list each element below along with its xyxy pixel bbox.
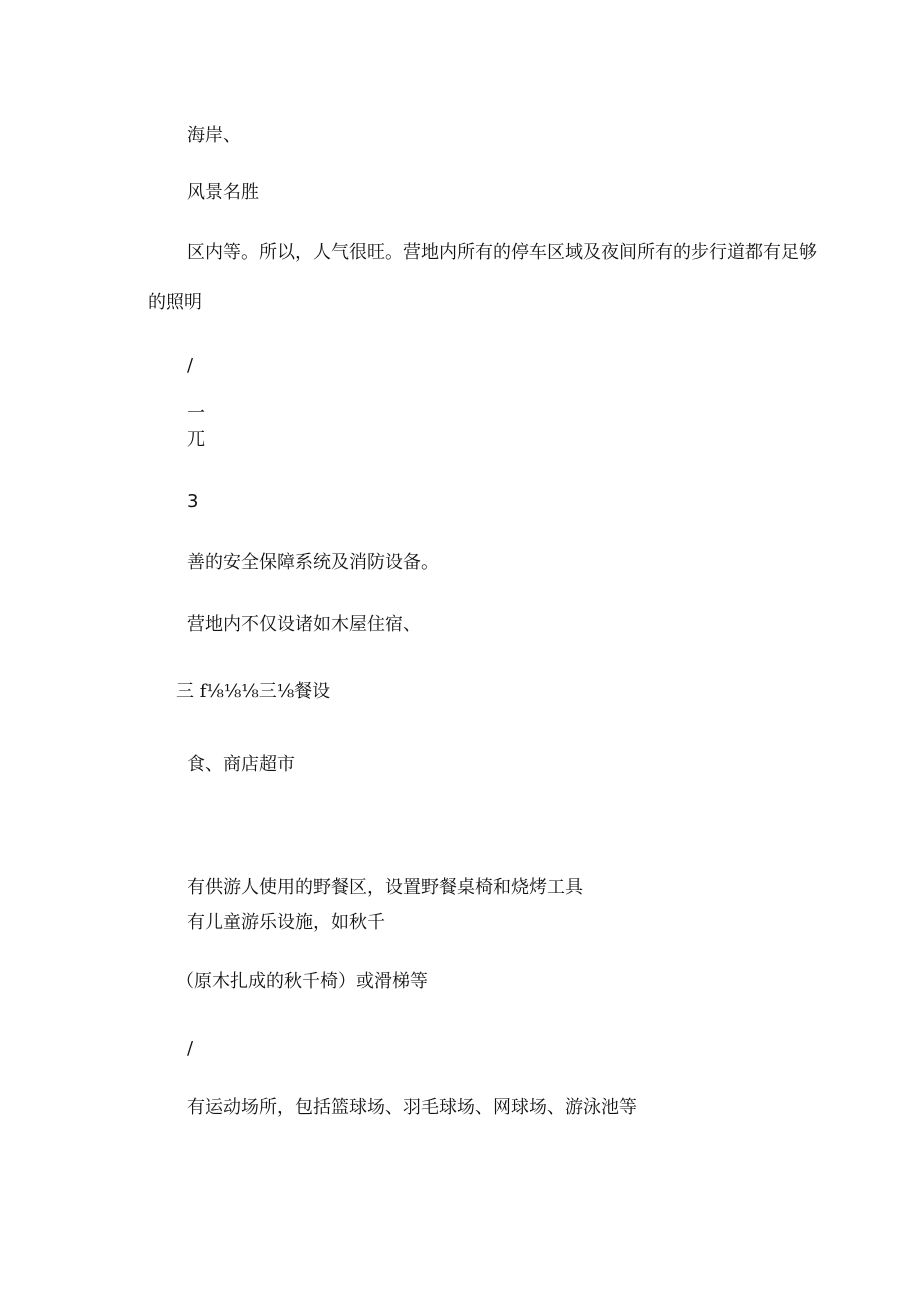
text-line-slash-1: / <box>187 355 194 376</box>
text-line-coast: 海岸、 <box>187 125 241 146</box>
text-line-scenic-spots: 风景名胜 <box>187 182 259 203</box>
text-line-lighting-end: 的照明 <box>148 292 202 313</box>
text-line-picnic-area: 有供游人使用的野餐区，设置野餐桌椅和烧烤工具 <box>187 877 583 898</box>
text-line-garbled-dining: 三 f⅛⅛⅛三⅛餐设 <box>176 681 331 702</box>
text-line-number-3: 3 <box>187 491 199 512</box>
text-line-campsite-lighting: 区内等。所以，人气很旺。营地内所有的停车区域及夜间所有的步行道都有足够 <box>187 242 817 263</box>
text-line-slash-2: / <box>187 1038 194 1059</box>
text-line-swing-slide: （原木扎成的秋千椅）或滑梯等 <box>176 971 428 992</box>
text-line-cabin-lodging: 营地内不仅设诸如木屋住宿、 <box>187 614 421 635</box>
text-line-sports-facilities: 有运动场所，包括篮球场、羽毛球场、网球场、游泳池等 <box>187 1097 637 1118</box>
text-line-dash-char: 一 <box>187 403 205 424</box>
text-line-wu-char: 兀 <box>187 429 205 450</box>
text-line-shops: 食、商店超市 <box>187 754 295 775</box>
text-line-playground: 有儿童游乐设施，如秋千 <box>187 912 385 933</box>
text-line-safety-system: 善的安全保障系统及消防设备。 <box>187 552 439 573</box>
